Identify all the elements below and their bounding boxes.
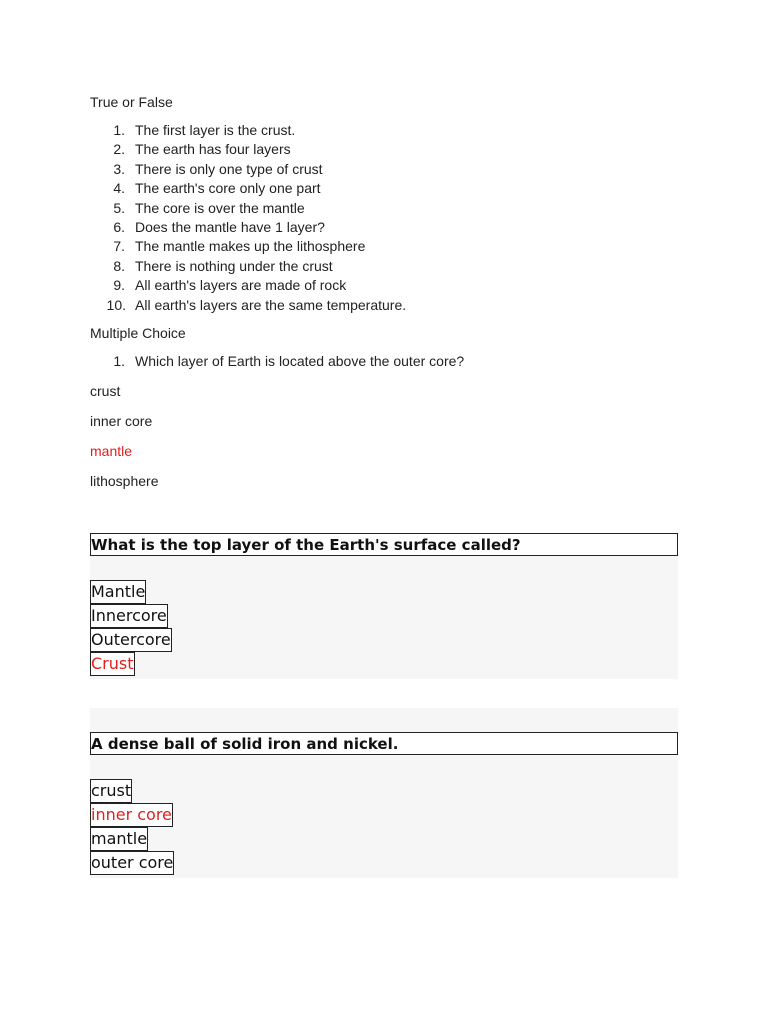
- list-item: 7. The mantle makes up the lithosphere: [113, 238, 366, 255]
- list-item: 8. There is nothing under the crust: [113, 257, 333, 274]
- quiz-answers: [90, 755, 678, 875]
- list-item: 1. The first layer is the crust.: [113, 122, 296, 138]
- list-item: 9. All earth's layers are made of rock: [113, 277, 347, 294]
- quiz-block-dense-ball: [90, 708, 678, 878]
- quiz-block-top-layer: [90, 533, 678, 679]
- list-item: 3. There is only one type of crust: [113, 160, 323, 177]
- answer-option-mantle[interactable]: Mantle: [90, 580, 146, 604]
- panel-spacer: [90, 708, 678, 732]
- list-item-text: All earth's layers are the same temperature.: [135, 296, 407, 313]
- list-item-text: The mantle makes up the lithosphere: [135, 238, 366, 255]
- mc-question-text: Which layer of Earth is located above the outer core?: [135, 353, 465, 370]
- answer-option-outer-core[interactable]: outer core: [90, 851, 174, 875]
- mc-heading: Multiple Choice: [90, 325, 186, 342]
- mc-option-crust: crust: [90, 383, 121, 400]
- answer-option-inner-core-correct[interactable]: inner core: [90, 803, 173, 827]
- answer-option-crust[interactable]: crust: [90, 779, 132, 803]
- list-item-text: Does the mantle have 1 layer?: [135, 219, 325, 236]
- tf-heading: True or False: [90, 94, 173, 110]
- list-item-text: All earth's layers are made of rock: [135, 277, 347, 294]
- answer-option-crust-correct[interactable]: Crust: [90, 652, 135, 676]
- answer-option-mantle[interactable]: mantle: [90, 827, 148, 851]
- mc-option-lithosphere: lithosphere: [90, 473, 159, 490]
- list-item-text: There is nothing under the crust: [135, 257, 333, 274]
- tf-list: [90, 121, 680, 315]
- quiz-question-title: A dense ball of solid iron and nickel.: [90, 732, 678, 755]
- quiz-answers: [90, 556, 678, 676]
- list-item-text: The core is over the mantle: [135, 199, 305, 216]
- list-item: 6. Does the mantle have 1 layer?: [113, 219, 325, 236]
- list-item: 10. All earth's layers are the same temperature.: [106, 296, 407, 313]
- document-page: [90, 93, 680, 490]
- list-item-text: There is only one type of crust: [135, 160, 323, 177]
- list-item-text: The earth has four layers: [135, 141, 291, 158]
- quiz-question-title: What is the top layer of the Earth's surface called?: [90, 533, 678, 556]
- list-item: 5. The core is over the mantle: [113, 199, 305, 216]
- list-item-text: The first layer is the crust.: [135, 122, 296, 138]
- answer-option-innercore[interactable]: Innercore: [90, 604, 168, 628]
- answer-option-outercore[interactable]: Outercore: [90, 628, 172, 652]
- list-item: 2. The earth has four layers: [113, 141, 291, 158]
- mc-option-mantle-correct: mantle: [90, 443, 133, 460]
- mc-option-inner-core: inner core: [90, 413, 153, 430]
- list-item: 4. The earth's core only one part: [113, 180, 321, 197]
- mc-question: 1. Which layer of Earth is located above the outer core?: [113, 353, 465, 370]
- list-item-text: The earth's core only one part: [135, 180, 321, 197]
